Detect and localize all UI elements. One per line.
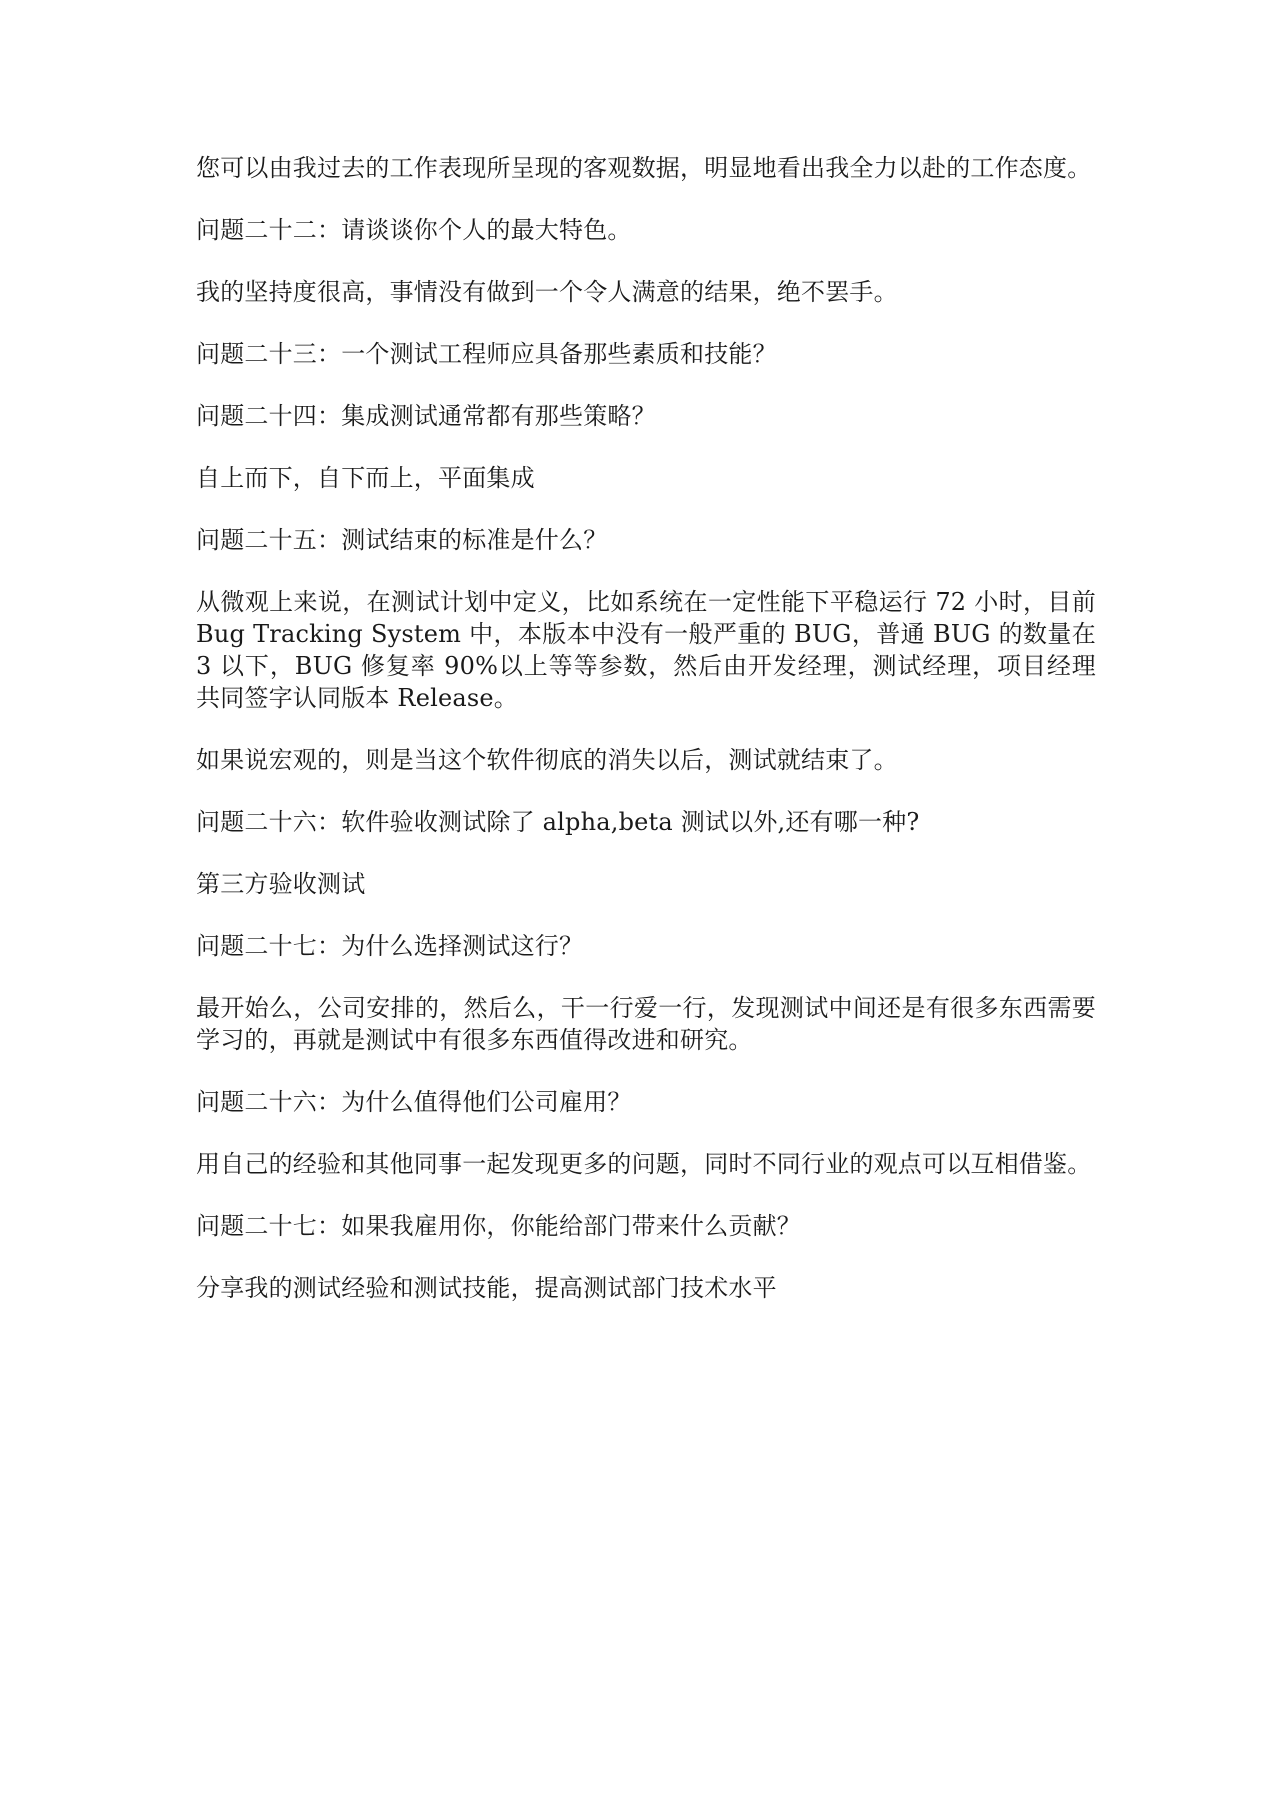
answer-26-acceptance: 第三方验收测试 xyxy=(196,870,366,898)
answer-25-macro: 如果说宏观的，则是当这个软件彻底的消失以后，测试就结束了。 xyxy=(196,746,898,774)
question-27-contribution: 问题二十七：如果我雇用你，你能给部门带来什么贡献？ xyxy=(196,1212,801,1240)
paragraph-work-attitude: 您可以由我过去的工作表现所呈现的客观数据，明显地看出我全力以赴的工作态度。 xyxy=(196,154,1092,182)
answer-26-why-hire: 用自己的经验和其他同事一起发现更多的问题，同时不同行业的观点可以互相借鉴。 xyxy=(196,1150,1092,1178)
answer-27-contribution: 分享我的测试经验和测试技能，提高测试部门技术水平 xyxy=(196,1274,777,1302)
question-26-why-hire: 问题二十六：为什么值得他们公司雇用？ xyxy=(196,1088,632,1116)
answer-22: 我的坚持度很高，事情没有做到一个令人满意的结果，绝不罢手。 xyxy=(196,278,898,306)
question-22: 问题二十二：请谈谈你个人的最大特色。 xyxy=(196,216,632,244)
question-24: 问题二十四：集成测试通常都有那些策略？ xyxy=(196,402,656,430)
answer-25-micro: 从微观上来说，在测试计划中定义，比如系统在一定性能下平稳运行 72 小时，目前 Bug Tracking System 中，本版本中没有一般严重的 BUG，普通 BUG 的数量在 3 以下，BUG 修复率 90%以上等等参数，然后由开发经理，测试经理，项目经理共同签字认同版本 Release。 xyxy=(196,588,1096,712)
answer-27-why-testing: 最开始么，公司安排的，然后么，干一行爱一行，发现测试中间还是有很多东西需要学习的，再就是测试中有很多东西值得改进和研究。 xyxy=(196,994,1096,1054)
question-26-acceptance: 问题二十六：软件验收测试除了 alpha,beta 测试以外,还有哪一种? xyxy=(196,808,920,836)
answer-24: 自上而下，自下而上，平面集成 xyxy=(196,464,535,492)
question-25: 问题二十五：测试结束的标准是什么？ xyxy=(196,526,608,554)
question-27-why-testing: 问题二十七：为什么选择测试这行？ xyxy=(196,932,584,960)
question-23: 问题二十三：一个测试工程师应具备那些素质和技能？ xyxy=(196,340,777,368)
document-body xyxy=(196,152,1096,1334)
